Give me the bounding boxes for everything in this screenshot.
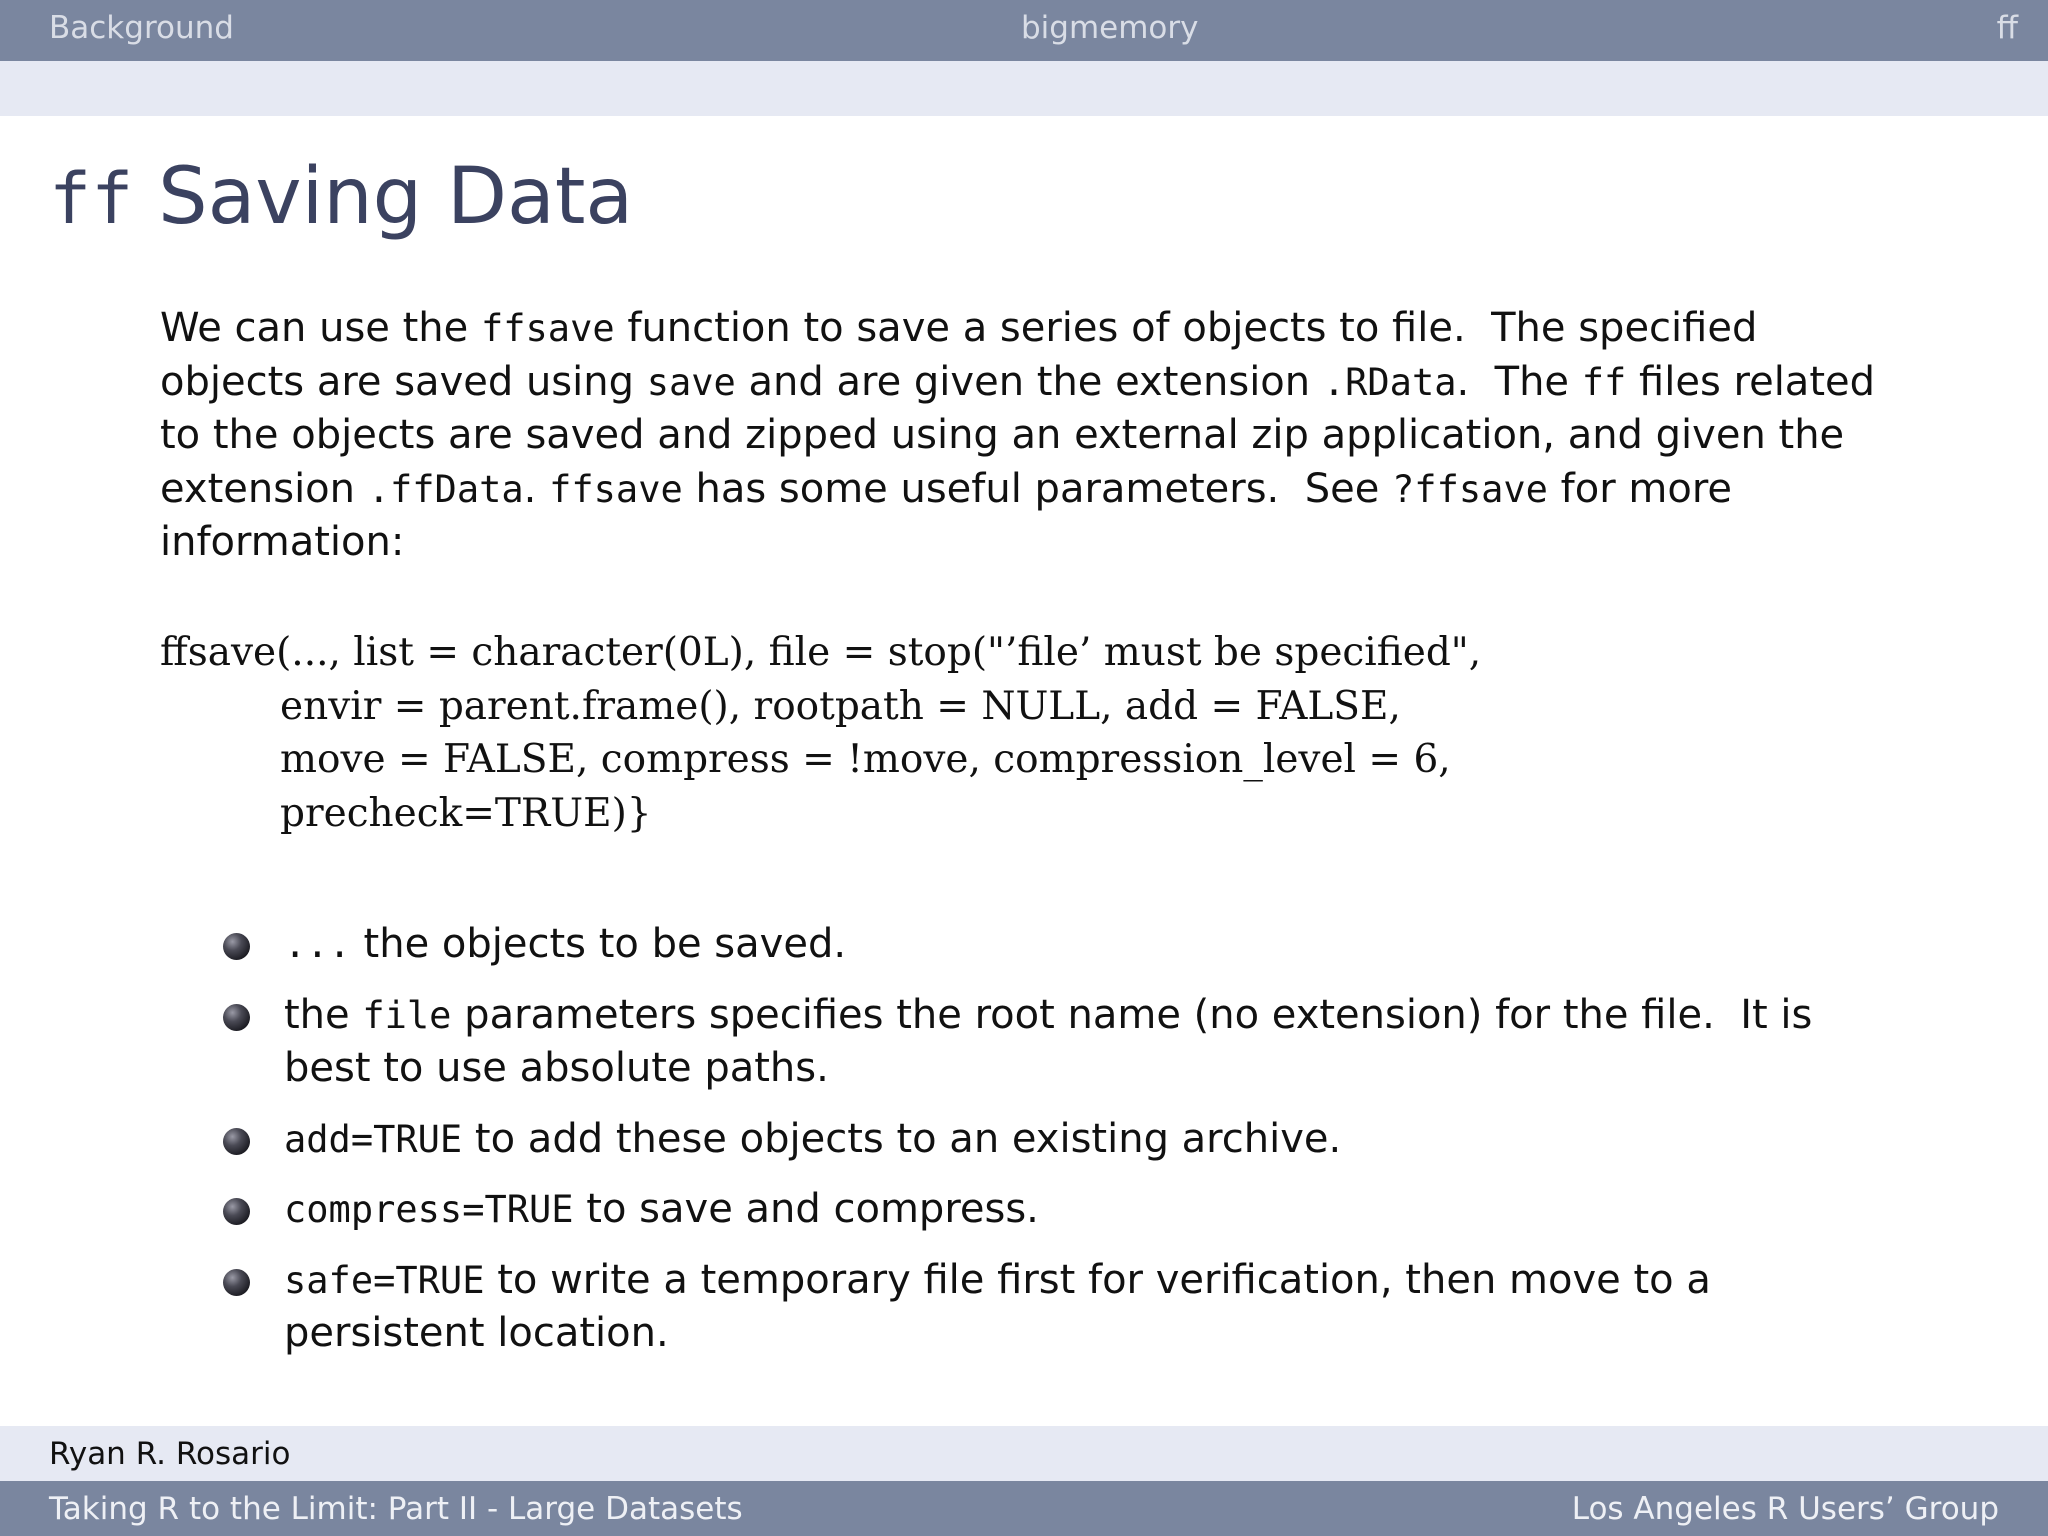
text-segment: objects are saved using <box>160 358 647 405</box>
bullet-line <box>284 1183 1940 1237</box>
text-segment: extension <box>160 465 368 512</box>
inline-code: ff <box>1581 360 1627 404</box>
bullet-sphere-icon <box>223 1198 250 1225</box>
bullet-line <box>284 1254 1940 1308</box>
bullet-item <box>220 1113 1940 1167</box>
footer-event: Los Angeles R Users’ Group <box>1571 1491 1999 1527</box>
inline-code: safe=TRUE <box>284 1258 485 1302</box>
inline-code: ?ffsave <box>1392 467 1548 511</box>
code-line: envir = parent.frame(), rootpath = NULL, add = FALSE, <box>280 683 1401 729</box>
bullet-sphere-icon <box>223 1004 250 1031</box>
ffsave-signature-code-block <box>160 626 1481 840</box>
header-navigation-bar <box>0 0 2048 61</box>
paragraph-line <box>160 356 1960 410</box>
text-segment: to save and compress. <box>573 1186 1039 1232</box>
text-segment: parameters specifies the root name (no extension) for the file. It is <box>451 991 1813 1038</box>
text-segment: files related <box>1626 358 1875 405</box>
bullet-item <box>220 1254 1940 1361</box>
text-segment: for more <box>1547 465 1733 512</box>
footer-bar <box>0 1481 2048 1536</box>
bullet-sphere-icon <box>223 1128 250 1155</box>
text-segment: . <box>523 465 550 512</box>
inline-code: add=TRUE <box>284 1117 463 1161</box>
code-line: move = FALSE, compress = !move, compression_level = 6, <box>280 737 1451 782</box>
text-segment: persistent location. <box>284 1310 669 1356</box>
inline-code: save <box>646 360 736 404</box>
text-segment: function to save a series of objects to file. The specified <box>614 305 1758 351</box>
footer-author-bar <box>0 1426 2048 1481</box>
parameter-bullet-list <box>220 918 1940 1378</box>
inline-code: ffsave <box>480 307 615 350</box>
inline-code: .ffData <box>367 467 524 511</box>
text-segment: . The <box>1456 358 1582 405</box>
paragraph-line <box>160 463 1960 517</box>
inline-code: compress=TRUE <box>284 1188 574 1231</box>
bullet-line <box>284 1307 1940 1361</box>
code-line: precheck=TRUE)} <box>280 790 652 836</box>
bullet-sphere-icon <box>223 933 250 960</box>
footer-talk-title: Taking R to the Limit: Part II - Large Datasets <box>49 1491 743 1527</box>
intro-paragraph <box>160 302 1960 570</box>
slide-title-code: ff <box>49 158 134 240</box>
inline-code: file <box>362 993 452 1037</box>
text-segment: has some useful parameters. See <box>682 465 1393 512</box>
text-segment: the objects to be saved. <box>350 921 847 967</box>
bullet-line <box>284 1042 1940 1096</box>
inline-code: ffsave <box>549 467 683 511</box>
text-segment: We can use the <box>160 305 481 351</box>
bullet-line <box>284 989 1940 1043</box>
text-segment: to the objects are saved and zipped using an external zip application, and given the <box>160 412 1845 458</box>
text-segment: the <box>284 991 363 1038</box>
nav-section-ff[interactable]: ff <box>1996 10 2018 46</box>
nav-section-background[interactable]: Background <box>49 10 234 46</box>
slide-title <box>49 152 634 242</box>
bullet-item <box>220 1183 1940 1237</box>
bullet-line <box>284 1113 1940 1167</box>
bullet-line <box>284 918 1940 972</box>
header-subsection-bar <box>0 61 2048 116</box>
nav-section-bigmemory[interactable]: bigmemory <box>1021 10 1199 46</box>
paragraph-line <box>160 302 1960 356</box>
paragraph-line <box>160 516 1960 570</box>
text-segment: to write a temporary file first for verification, then move to a <box>484 1256 1711 1303</box>
text-segment: best to use absolute paths. <box>284 1045 829 1091</box>
inline-code: ... <box>284 923 351 966</box>
bullet-item <box>220 918 1940 972</box>
paragraph-line <box>160 409 1960 463</box>
bullet-sphere-icon <box>223 1269 250 1296</box>
footer-author: Ryan R. Rosario <box>49 1436 291 1472</box>
inline-code: .RData <box>1322 360 1457 404</box>
text-segment: information: <box>160 519 405 565</box>
bullet-item <box>220 989 1940 1096</box>
text-segment: to add these objects to an existing archive. <box>462 1115 1342 1162</box>
slide-title-text: Saving Data <box>158 152 634 242</box>
text-segment: and are given the extension <box>735 358 1323 405</box>
code-line: ffsave(..., list = character(0L), file = stop("’file’ must be specified", <box>160 630 1482 675</box>
